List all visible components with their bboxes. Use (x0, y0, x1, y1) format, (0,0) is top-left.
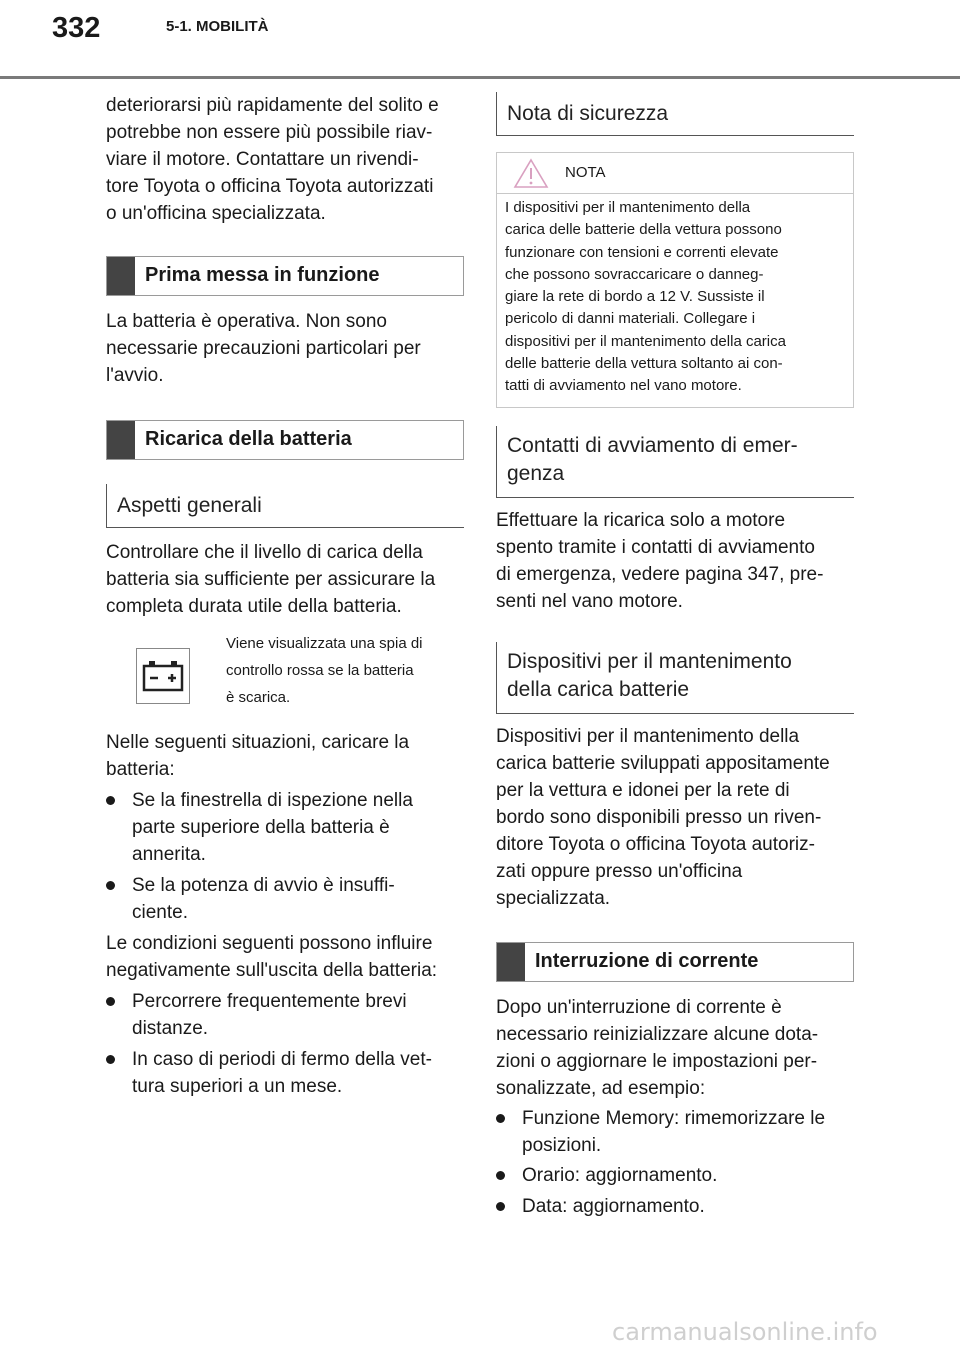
text-line: controllo rossa se la batteria (226, 662, 414, 679)
battery-icon-graphic (137, 649, 189, 703)
text-line: Dispositivi per il mantenimento (507, 650, 792, 673)
text-line: carica delle batterie della vettura possono (505, 221, 782, 239)
text-line: necessario reinizializzare alcune dota- (496, 1024, 819, 1045)
text-line: Data: aggiornamento. (522, 1196, 705, 1217)
text-line: giare la rete di bordo a 12 V. Sussiste il (505, 288, 765, 306)
warning-triangle-icon (513, 157, 549, 189)
page-number: 332 (52, 12, 101, 44)
text-line: per la vettura e idonei per la rete di (496, 780, 790, 801)
heading-first-use (106, 256, 464, 296)
bullet-icon (496, 1171, 505, 1180)
battery-warning-icon (136, 648, 190, 704)
note-label: NOTA (565, 164, 606, 181)
text-line: della carica batterie (507, 678, 690, 701)
text-line: Viene visualizzata una spia di (226, 635, 423, 652)
text-line: completa durata utile della batteria. (106, 596, 402, 617)
text-line: distanze. (132, 1018, 209, 1039)
text-line: Se la finestrella di ispezione nella (132, 790, 413, 811)
text-line: deteriorarsi più rapidamente del solito e (106, 95, 439, 116)
text-line: è scarica. (226, 689, 291, 706)
text-line: sonalizzate, ad esempio: (496, 1078, 706, 1099)
bullet-icon (106, 1055, 115, 1064)
text-line: zioni o aggiornare le impostazioni per- (496, 1051, 818, 1072)
text-line: Orario: aggiornamento. (522, 1165, 718, 1186)
text-line: carica batterie sviluppati appositamente (496, 753, 830, 774)
text-line: spento tramite i contatti di avviamento (496, 537, 815, 558)
text-line: di emergenza, vedere pagina 347, pre- (496, 564, 824, 585)
devices-paragraph (496, 723, 856, 912)
text-line: senti nel vano motore. (496, 591, 683, 612)
text-line: Funzione Memory: rimemorizzare le (522, 1108, 826, 1129)
text-line: dispositivi per il mantenimento della carica (505, 332, 786, 350)
text-line: o un'officina specializzata. (106, 203, 326, 224)
icon-caption (226, 630, 466, 711)
text-line: tura superiori a un mese. (132, 1076, 343, 1097)
subheading-text: Nota di sicurezza (507, 102, 669, 125)
heading-interruption (496, 942, 854, 982)
text-line: negativamente sull'uscita della batteria: (106, 960, 438, 981)
text-line: Percorrere frequentemente brevi (132, 991, 407, 1012)
text-line: Le condizioni seguenti possono influire (106, 933, 433, 954)
heading-bar (107, 421, 135, 459)
heading-charge (106, 420, 464, 460)
text-line: I dispositivi per il mantenimento della (505, 199, 751, 216)
heading-text: Ricarica della batteria (145, 428, 352, 450)
intro-paragraph (106, 92, 466, 227)
subheading-contacts (496, 426, 854, 498)
text-line: che possono sovraccaricare o danneg- (505, 265, 764, 283)
bullet-icon (106, 997, 115, 1006)
text-line: Se la potenza di avvio è insuffi- (132, 875, 395, 896)
text-line: l'avvio. (106, 365, 164, 386)
text-line: Controllare che il livello di carica della (106, 542, 423, 563)
first-use-paragraph (106, 308, 466, 389)
bullet-icon (106, 881, 115, 890)
text-line: pericolo di danni materiali. Collegare i (505, 310, 756, 328)
bullet-icon (106, 796, 115, 805)
conditions-intro (106, 930, 466, 984)
page-header (0, 0, 960, 80)
subheading-safety (496, 92, 854, 136)
situations-intro (106, 729, 466, 783)
text-line: batteria: (106, 759, 175, 780)
header-divider (0, 76, 960, 79)
contacts-paragraph (496, 507, 856, 615)
text-line: La batteria è operativa. Non sono (106, 311, 387, 332)
text-line: posizioni. (522, 1135, 602, 1156)
text-line: ciente. (132, 902, 188, 923)
text-line: specializzata. (496, 888, 611, 909)
text-line: parte superiore della batteria è (132, 817, 390, 838)
text-line: zati oppure presso un'officina (496, 861, 743, 882)
text-line: ditore Toyota o officina Toyota autoriz- (496, 834, 815, 855)
subheading-text (507, 648, 792, 704)
text-line: delle batterie della vettura soltanto ai con- (505, 355, 783, 373)
heading-bar (107, 257, 135, 295)
general-paragraph (106, 539, 466, 620)
text-line: batteria sia sufficiente per assicurare la (106, 569, 436, 590)
text-line: genza (507, 462, 565, 485)
text-line: potrebbe non essere più possibile riav- (106, 122, 433, 143)
interruption-paragraph (496, 994, 856, 1102)
text-line: Effettuare la ricarica solo a motore (496, 510, 786, 531)
text-line: Nelle seguenti situazioni, caricare la (106, 732, 410, 753)
heading-text: Prima messa in funzione (145, 264, 380, 286)
heading-text: Interruzione di corrente (535, 950, 759, 972)
note-text (505, 197, 841, 398)
bullet-icon (496, 1114, 505, 1123)
text-line: viare il motore. Contattare un rivendi- (106, 149, 419, 170)
text-line: Contatti di avviamento di emer- (507, 434, 798, 457)
subheading-text: Aspetti generali (117, 494, 262, 517)
watermark-link[interactable]: carmanualsonline.info (612, 1318, 878, 1346)
text-line: Dopo un'interruzione di corrente è (496, 997, 782, 1018)
text-line: In caso di periodi di fermo della vet- (132, 1049, 432, 1070)
subheading-devices (496, 642, 854, 714)
subheading-general (106, 484, 464, 528)
text-line: Dispositivi per il mantenimento della (496, 726, 800, 747)
text-line: tore Toyota o officina Toyota autorizzati (106, 176, 434, 197)
heading-bar (497, 943, 525, 981)
subheading-text (507, 432, 798, 488)
bullet-icon (496, 1202, 505, 1211)
text-line: funzionare con tensioni e correnti elevate (505, 243, 779, 261)
text-line: necessarie precauzioni particolari per (106, 338, 421, 359)
note-box (496, 152, 854, 408)
section-title: 5-1. MOBILITÀ (166, 18, 269, 35)
text-line: annerita. (132, 844, 206, 865)
text-line: bordo sono disponibili presso un riven- (496, 807, 822, 828)
note-header (497, 153, 853, 194)
text-line: tatti di avviamento nel vano motore. (505, 377, 742, 395)
